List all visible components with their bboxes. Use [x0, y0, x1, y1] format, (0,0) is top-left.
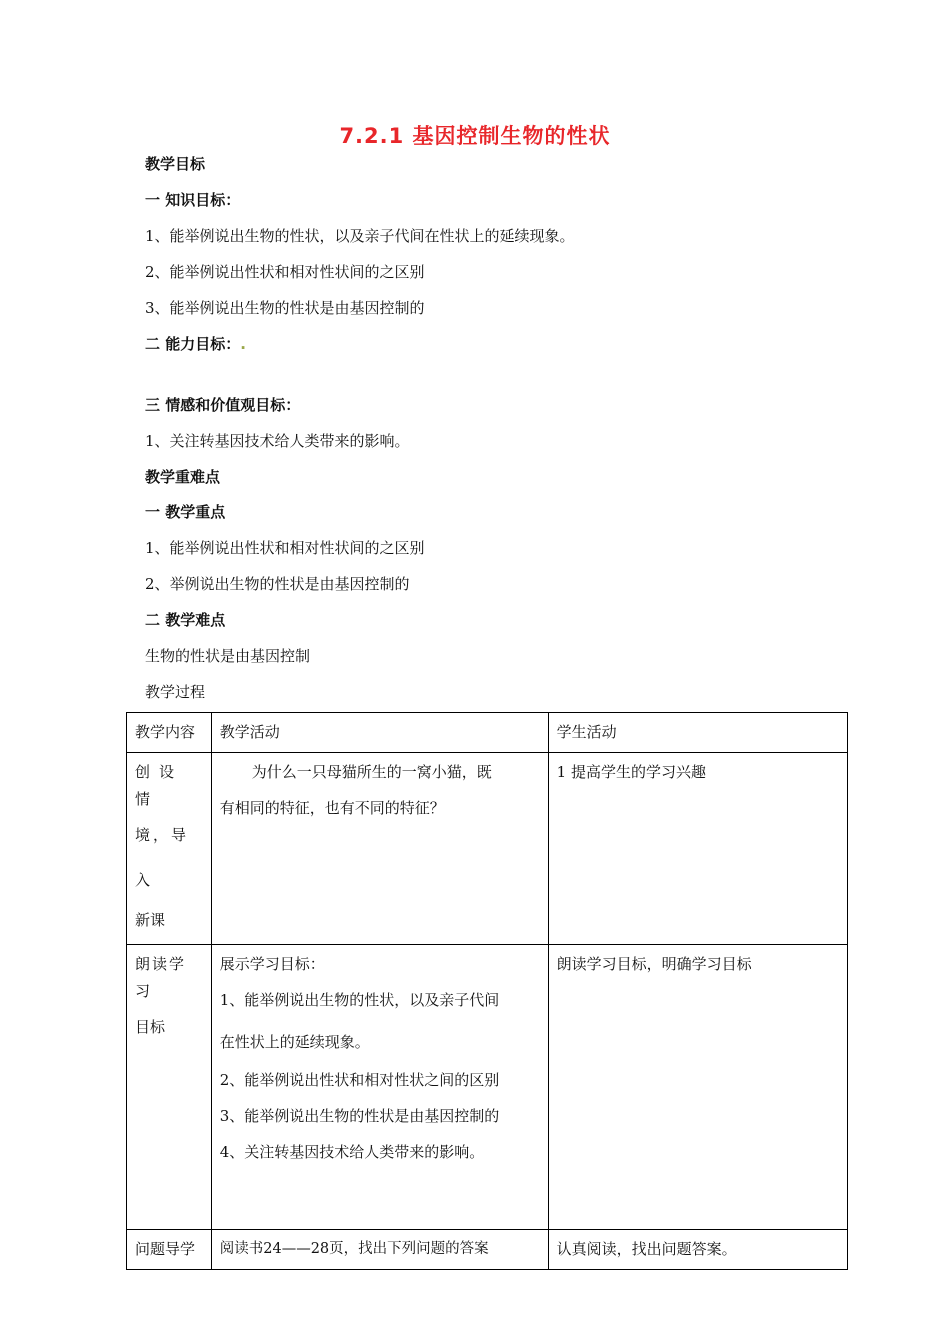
- ability-heading-text: 二 能力目标：: [145, 335, 241, 353]
- knowledge-item: 1、能举例说出生物的性状，以及亲子代间在性状上的延续现象。: [145, 227, 575, 245]
- column-header: 教学内容: [127, 713, 212, 753]
- table-header-row: [127, 713, 848, 753]
- content-cell: 问题导学: [127, 1230, 212, 1270]
- key-item: 1、能举例说出性状和相对性状间的之区别: [145, 539, 425, 557]
- content-cell: [127, 945, 212, 1230]
- table-row: [127, 753, 848, 945]
- activity-cell: [211, 945, 548, 1230]
- cell-line: 新课: [135, 911, 166, 929]
- activity-cell: [211, 753, 548, 945]
- cell-line: 在性状上的延续现象。: [219, 1033, 370, 1051]
- cell-line: 境，导入: [135, 826, 190, 889]
- table-row: [127, 1230, 848, 1270]
- ability-heading: [145, 333, 246, 354]
- teaching-process-table: [126, 712, 848, 1270]
- knowledge-heading: 一 知识目标：: [145, 191, 241, 209]
- emotion-heading: 三 情感和价值观目标：: [145, 396, 301, 414]
- dot-mark-icon: .: [240, 335, 246, 353]
- difficult-text: 生物的性状是由基因控制: [145, 647, 311, 665]
- column-header: 学生活动: [548, 713, 847, 753]
- student-cell: 朗读学习目标，明确学习目标: [548, 945, 847, 1230]
- cell-line: 创设情: [135, 763, 184, 808]
- cell-line: 为什么一只母猫所生的一窝小猫，既: [251, 763, 492, 781]
- key-item: 2、举例说出生物的性状是由基因控制的: [145, 575, 410, 593]
- cell-line: 4、关注转基因技术给人类带来的影响。: [219, 1143, 485, 1161]
- column-header: 教学活动: [211, 713, 548, 753]
- objectives-heading: 教学目标: [145, 155, 206, 173]
- cell-line: 1、能举例说出生物的性状，以及亲子代间: [219, 991, 500, 1009]
- cell-line: 朗读学习: [135, 955, 187, 1000]
- emotion-item: 1、关注转基因技术给人类带来的影响。: [145, 432, 410, 450]
- table-row: [127, 945, 848, 1230]
- difficult-heading: 二 教学难点: [145, 611, 226, 629]
- cell-line: 有相同的特征，也有不同的特征？: [219, 799, 445, 817]
- key-difficult-heading: 教学重难点: [145, 468, 221, 486]
- cell-line: 目标: [135, 1018, 166, 1036]
- page-title: 7.2.1 基因控制生物的性状: [339, 124, 611, 148]
- content-cell: [127, 753, 212, 945]
- knowledge-item: 3、能举例说出生物的性状是由基因控制的: [145, 299, 425, 317]
- key-heading: 一 教学重点: [145, 503, 226, 521]
- cell-line: 3、能举例说出生物的性状是由基因控制的: [219, 1107, 500, 1125]
- cell-line: 展示学习目标：: [219, 955, 325, 973]
- knowledge-item: 2、能举例说出性状和相对性状间的之区别: [145, 263, 425, 281]
- cell-line: 2、能举例说出性状和相对性状之间的区别: [219, 1071, 500, 1089]
- student-cell: 认真阅读，找出问题答案。: [548, 1230, 847, 1270]
- activity-cell: 阅读书24——28页，找出下列问题的答案: [211, 1230, 548, 1270]
- process-heading: 教学过程: [145, 683, 206, 701]
- student-cell: 1 提高学生的学习兴趣: [548, 753, 847, 945]
